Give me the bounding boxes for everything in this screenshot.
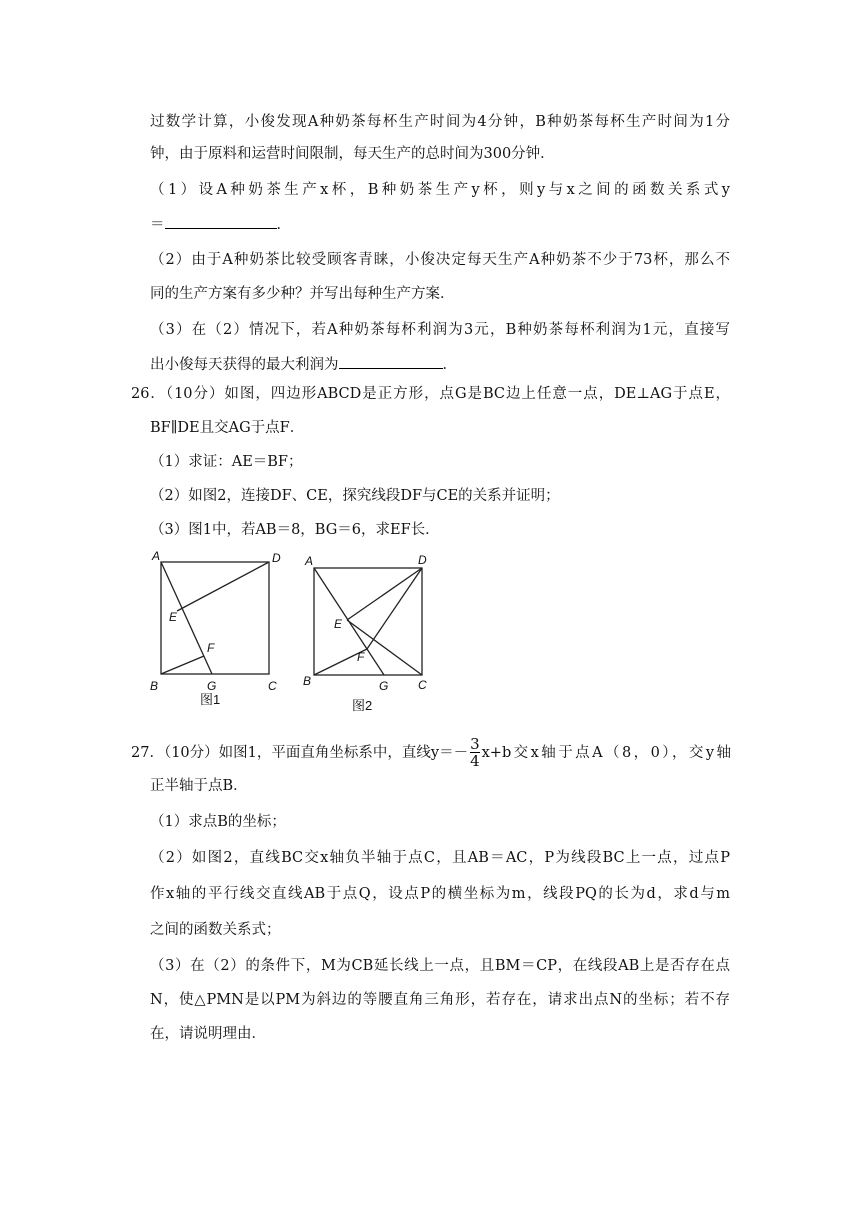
fig2-square-abcd	[314, 568, 422, 675]
figure-1-square	[145, 548, 290, 710]
fig1-label-g: G	[207, 679, 217, 693]
q27-heading-prefix: 27．（10分）如图1，平面直角坐标系中，直线y＝－	[131, 744, 469, 761]
fig2-segment-ce	[347, 620, 422, 675]
q25-intro-line-2: 钟，由于原料和运营时间限制，每天生产的总时间为300分钟．	[150, 146, 555, 162]
fig2-caption: 图2	[352, 698, 373, 713]
q25-answer-blank-2[interactable]	[339, 354, 443, 369]
q25-part2-line-2: 同的生产方案有多少种？并写出每种生产方案．	[150, 286, 455, 302]
q27-heading-suffix: x+b交x轴于点A（8，0），交y轴	[481, 744, 731, 761]
fig2-segment-de	[347, 568, 422, 620]
q25-answer-blank-1[interactable]	[165, 214, 277, 229]
q26-part1: （1）求证：AE＝BF；	[150, 454, 303, 470]
q26-heading-line-1: 26．（10分）如图，四边形ABCD是正方形，点G是BC边上任意一点，DE⊥AG于点E，	[131, 386, 730, 402]
q25-equals: ＝	[150, 217, 165, 233]
q25-part1-line-2	[150, 214, 291, 235]
q25-intro-line-1: 过数学计算，小俊发现A种奶茶每杯生产时间为4分钟，B种奶茶每杯生产时间为1分	[150, 114, 730, 130]
q27-heading-line-1	[131, 736, 731, 769]
fig2-label-c: C	[418, 678, 427, 692]
fig2-label-e: E	[334, 617, 343, 631]
fig2-label-a: A	[305, 554, 314, 568]
q27-fraction	[470, 736, 480, 769]
q27-fraction-denominator: 4	[470, 752, 480, 770]
fig2-label-b: B	[303, 674, 312, 688]
fig1-label-c: C	[268, 679, 277, 693]
q26-heading-line-2: BF∥DE且交AG于点F．	[150, 420, 305, 436]
fig1-caption: 图1	[200, 692, 221, 707]
q25-part3-line-2	[150, 354, 457, 375]
q27-part2-line-3: 之间的函数关系式；	[150, 922, 281, 938]
figure-2-square	[298, 548, 443, 718]
fig1-label-e: E	[169, 610, 178, 624]
fig1-label-b: B	[150, 679, 159, 693]
q27-heading-line-2: 正半轴于点B．	[150, 778, 248, 794]
q26-part2: （2）如图2，连接DF、CE，探究线段DF与CE的关系并证明；	[150, 488, 560, 504]
fig2-label-d: D	[418, 553, 427, 567]
fig1-label-a: A	[152, 549, 161, 563]
fig1-segment-de	[177, 562, 269, 611]
q25-part2-line-1: （2）由于A种奶茶比较受顾客青睐，小俊决定每天生产A种奶茶不少于73杯，那么不	[150, 252, 730, 268]
fig2-label-f: F	[357, 650, 365, 664]
q25-part3-prefix: 出小俊每天获得的最大利润为	[150, 357, 339, 373]
q27-part2-line-2: 作x轴的平行线交直线AB于点Q，设点P的横坐标为m，线段PQ的长为d，求d与m	[150, 886, 730, 902]
q25-period-2: ．	[442, 357, 457, 373]
q27-part1: （1）求点B的坐标；	[150, 814, 286, 830]
q25-part3-line-1: （3）在（2）情况下，若A种奶茶每杯利润为3元，B种奶茶每杯利润为1元，直接写	[150, 322, 730, 338]
fig1-square-abcd	[161, 562, 269, 674]
q27-fraction-numerator: 3	[470, 735, 480, 753]
q27-part2-line-1: （2）如图2，直线BC交x轴负半轴于点C，且AB＝AC，P为线段BC上一点，过点P	[150, 850, 730, 866]
fig1-segment-bf	[161, 656, 204, 674]
q27-part3-line-2: N，使△PMN是以PM为斜边的等腰直角三角形，若存在，请求出点N的坐标；若不存	[150, 992, 730, 1008]
q26-part3: （3）图1中，若AB＝8，BG＝6，求EF长．	[150, 522, 440, 538]
fig2-segment-df	[367, 568, 422, 649]
q25-part1-line-1: （1）设A种奶茶生产x杯，B种奶茶生产y杯，则y与x之间的函数关系式y	[150, 182, 730, 198]
q25-period-1: ．	[276, 217, 291, 233]
q27-part3-line-3: 在，请说明理由．	[150, 1026, 266, 1042]
fig1-label-d: D	[272, 551, 281, 565]
fig1-label-f: F	[207, 641, 215, 655]
q27-part3-line-1: （3）在（2）的条件下，M为CB延长线上一点，且BM＝CP，在线段AB上是否存在点	[150, 958, 730, 974]
fig2-label-g: G	[379, 679, 389, 693]
